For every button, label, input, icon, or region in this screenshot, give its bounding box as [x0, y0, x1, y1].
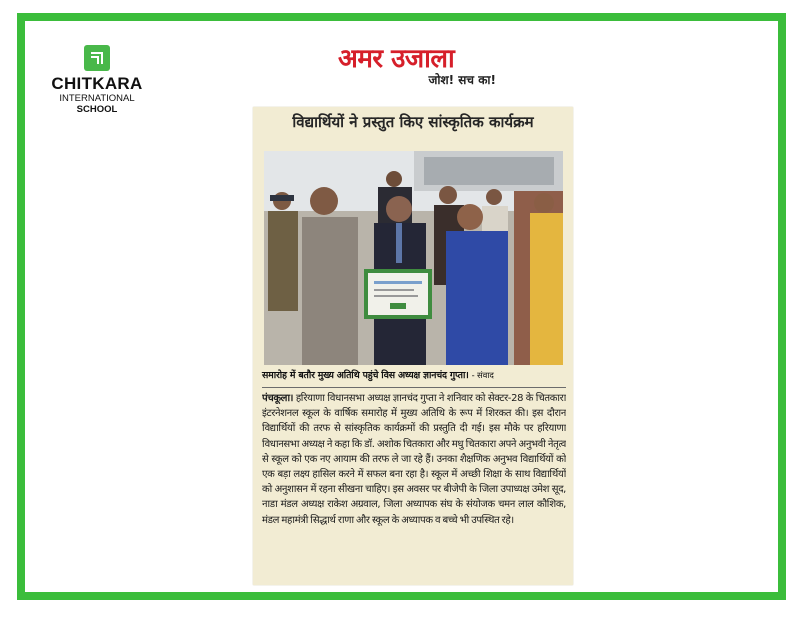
- caption-text: समारोह में बतौर मुख्य अतिथि पहुंचे विस अध्यक्ष ज्ञानचंद गुप्ता।: [262, 370, 469, 381]
- ceremony-photo-illustration: [264, 151, 563, 365]
- newspaper-title: अमर उजाला: [338, 44, 455, 74]
- page-frame: [17, 13, 786, 600]
- logo-name: CHITKARA: [51, 74, 143, 93]
- photo-caption: [262, 369, 566, 383]
- chitkara-logo-icon: [84, 45, 110, 71]
- article-body: [262, 391, 566, 581]
- school-logo: [45, 45, 149, 115]
- newspaper-tagline: जोश! सच का!: [428, 73, 496, 87]
- logo-subtitle-1: INTERNATIONAL: [59, 93, 135, 104]
- caption-divider: [262, 387, 566, 388]
- article-headline: विद्यार्थियों ने प्रस्तुत किए सांस्कृतिक कार्यक्रम: [292, 113, 534, 131]
- article-text: हरियाणा विधानसभा अध्यक्ष ज्ञानचंद गुप्ता ने शनिवार को सेक्टर-28 के चितकारा इंटरनेशनल स्कूल के वार्षिक समारोह में मुख्य अतिथि के रूप में शिरकत की। इस दौरान विद्यार्थियों की तरफ से सांस्कृतिक कार्यक्रमों की प्रस्तुति दी गई। इस मौके पर हरियाणा विधानसभा अध्यक्ष ने कहा कि डॉ. अशोक चितकारा और मधु चितकारा अपने अनुभवी नेतृत्व से स्कूल को एक नए आयाम की तरफ ले जा रहे हैं। उनका शैक्षणिक अनुभव विद्यार्थियों को एक बड़ा लक्ष्य हासिल करने में सफल बना रहा है। स्कूल में अच्छी शिक्षा के साथ विद्यार्थियों को अनुशासन में रहना सीखना चाहिए। इस अवसर पर बीजेपी के जिला उपाध्यक्ष उमेश सूद, नाडा मंडल अध्यक्ष राकेश अग्रवाल, जिला अध्यापक संघ के संयोजक चमन लाल कौशिक, मंडल महामंत्री सिद्धार्थ राणा और स्कूल के अध्यापक व बच्चे भी उपस्थित रहे।: [262, 393, 566, 526]
- news-clipping: [253, 107, 573, 585]
- newspaper-masthead: [338, 45, 498, 87]
- logo-subtitle-2: SCHOOL: [76, 104, 118, 115]
- article-dateline: पंचकूला।: [262, 393, 294, 404]
- article-photo: [264, 151, 563, 365]
- caption-credit: - संवाद: [471, 371, 494, 381]
